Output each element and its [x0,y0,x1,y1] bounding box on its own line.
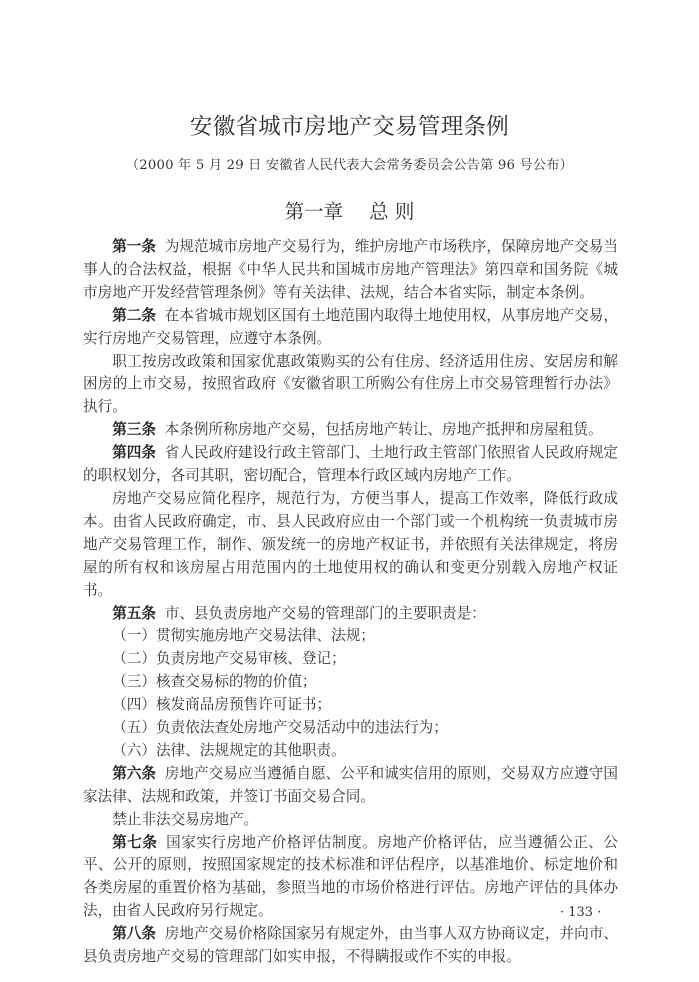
list-item [83,717,618,740]
list-item [83,648,618,671]
chapter-name: 总 则 [369,200,415,223]
article-paragraph [83,763,618,809]
paragraph-text: 市、县负责房地产交易的管理部门的主要职责是： [164,604,486,622]
paragraph-text: 国家实行房地产价格评估制度。房地产价格评估，应当遵循公正、公平、公开的原则，按照国家规定的技术标准和评估程序，以基准地价、标定地价和各类房屋的重置价格为基础，参照当地的市场价格进行评估。房地产评估的具体办法，由省人民政府另行规定。 [83,833,618,920]
paragraph [83,809,618,832]
paragraph-text: 房地产交易应简化程序，规范行为，方便当事人，提高工作效率，降低行政成本。由省人民政府确定，市、县人民政府应由一个部门或一个机构统一负责城市房地产交易管理工作，制作、颁发统一的房地产权证书，并依照有关法律规定，将房屋的所有权和该房屋占用范围内的土地使用权的确认和变更分别载入房地产权证书。 [83,489,618,599]
paragraph-text: 房地产交易价格除国家另有规定外，由当事人双方协商议定，并向市、县负责房地产交易的管理部门如实申报，不得瞒报或作不实的申报。 [83,925,618,966]
chapter-number: 第一章 [284,200,344,223]
paragraph-text: 省人民政府建设行政主管部门、土地行政主管部门依照省人民政府规定的职权划分，各司其职，密切配合，管理本行政区域内房地产工作。 [83,444,618,485]
article-paragraph [83,832,618,924]
paragraph-text: 在本省城市规划区国有土地范围内取得土地使用权，从事房地产交易，实行房地产交易管理，应遵守本条例。 [83,306,618,347]
paragraph-text: 房地产交易应当遵循自愿、公平和诚实信用的原则，交易双方应遵守国家法律、法规和政策，并签订书面交易合同。 [83,764,618,805]
paragraph-text: （一）贯彻实施房地产交易法律、法规； [112,627,375,645]
article-label: 第六条 [112,764,157,782]
document-subtitle: （2000 年 5 月 29 日 安徽省人民代表大会常务委员会公告第 96 号公布） [125,158,574,173]
list-item [83,625,618,648]
list-item [83,740,618,763]
list-item [83,694,618,717]
article-label: 第二条 [112,306,157,324]
paragraph-text: （二）负责房地产交易审核、登记； [112,650,346,668]
article-paragraph [83,603,618,626]
paragraph-text: （四）核发商品房预售许可证书； [112,696,332,714]
paragraph-text: （六）法律、法规规定的其他职责。 [112,741,346,759]
paragraph-text: 本条例所称房地产交易，包括房地产转让、房地产抵押和房屋租赁。 [164,421,603,439]
article-label: 第七条 [112,833,158,851]
document-title: 安徽省城市房地产交易管理条例 [189,114,510,140]
article-paragraph [83,923,618,969]
paragraph-text: 职工按房改政策和国家优惠政策购买的公有住房、经济适用住房、安居房和解困房的上市交易，按照省政府《安徽省职工所购公有住房上市交易管理暂行办法》执行。 [83,352,618,416]
article-paragraph [83,419,618,442]
article-paragraph [83,305,618,351]
article-paragraph [83,442,618,488]
article-label: 第一条 [112,238,157,255]
paragraph-text: 禁止非法交易房地产。 [112,810,259,828]
list-item [83,671,618,694]
article-label: 第三条 [112,421,156,439]
article-label: 第四条 [112,444,157,462]
paragraph-text: 为规范城市房地产交易行为，维护房地产市场秩序，保障房地产交易当事人的合法权益，根据《中华人民共和国城市房地产管理法》第四章和国务院《城市房地产开发经营管理条例》等有关法律、法规，结合本省实际，制定本条例。 [83,238,618,301]
document-body [83,236,618,969]
article-paragraph [83,236,618,305]
paragraph-text: （三）核查交易标的物的价值； [112,673,317,691]
page-number: · 133 · [560,905,602,920]
article-label: 第八条 [112,925,157,943]
article-label: 第五条 [112,604,156,622]
paragraph [83,351,618,420]
chapter-heading [0,198,699,226]
paragraph-text: （五）负责依法查处房地产交易活动中的违法行为； [112,719,448,737]
paragraph [83,488,618,603]
